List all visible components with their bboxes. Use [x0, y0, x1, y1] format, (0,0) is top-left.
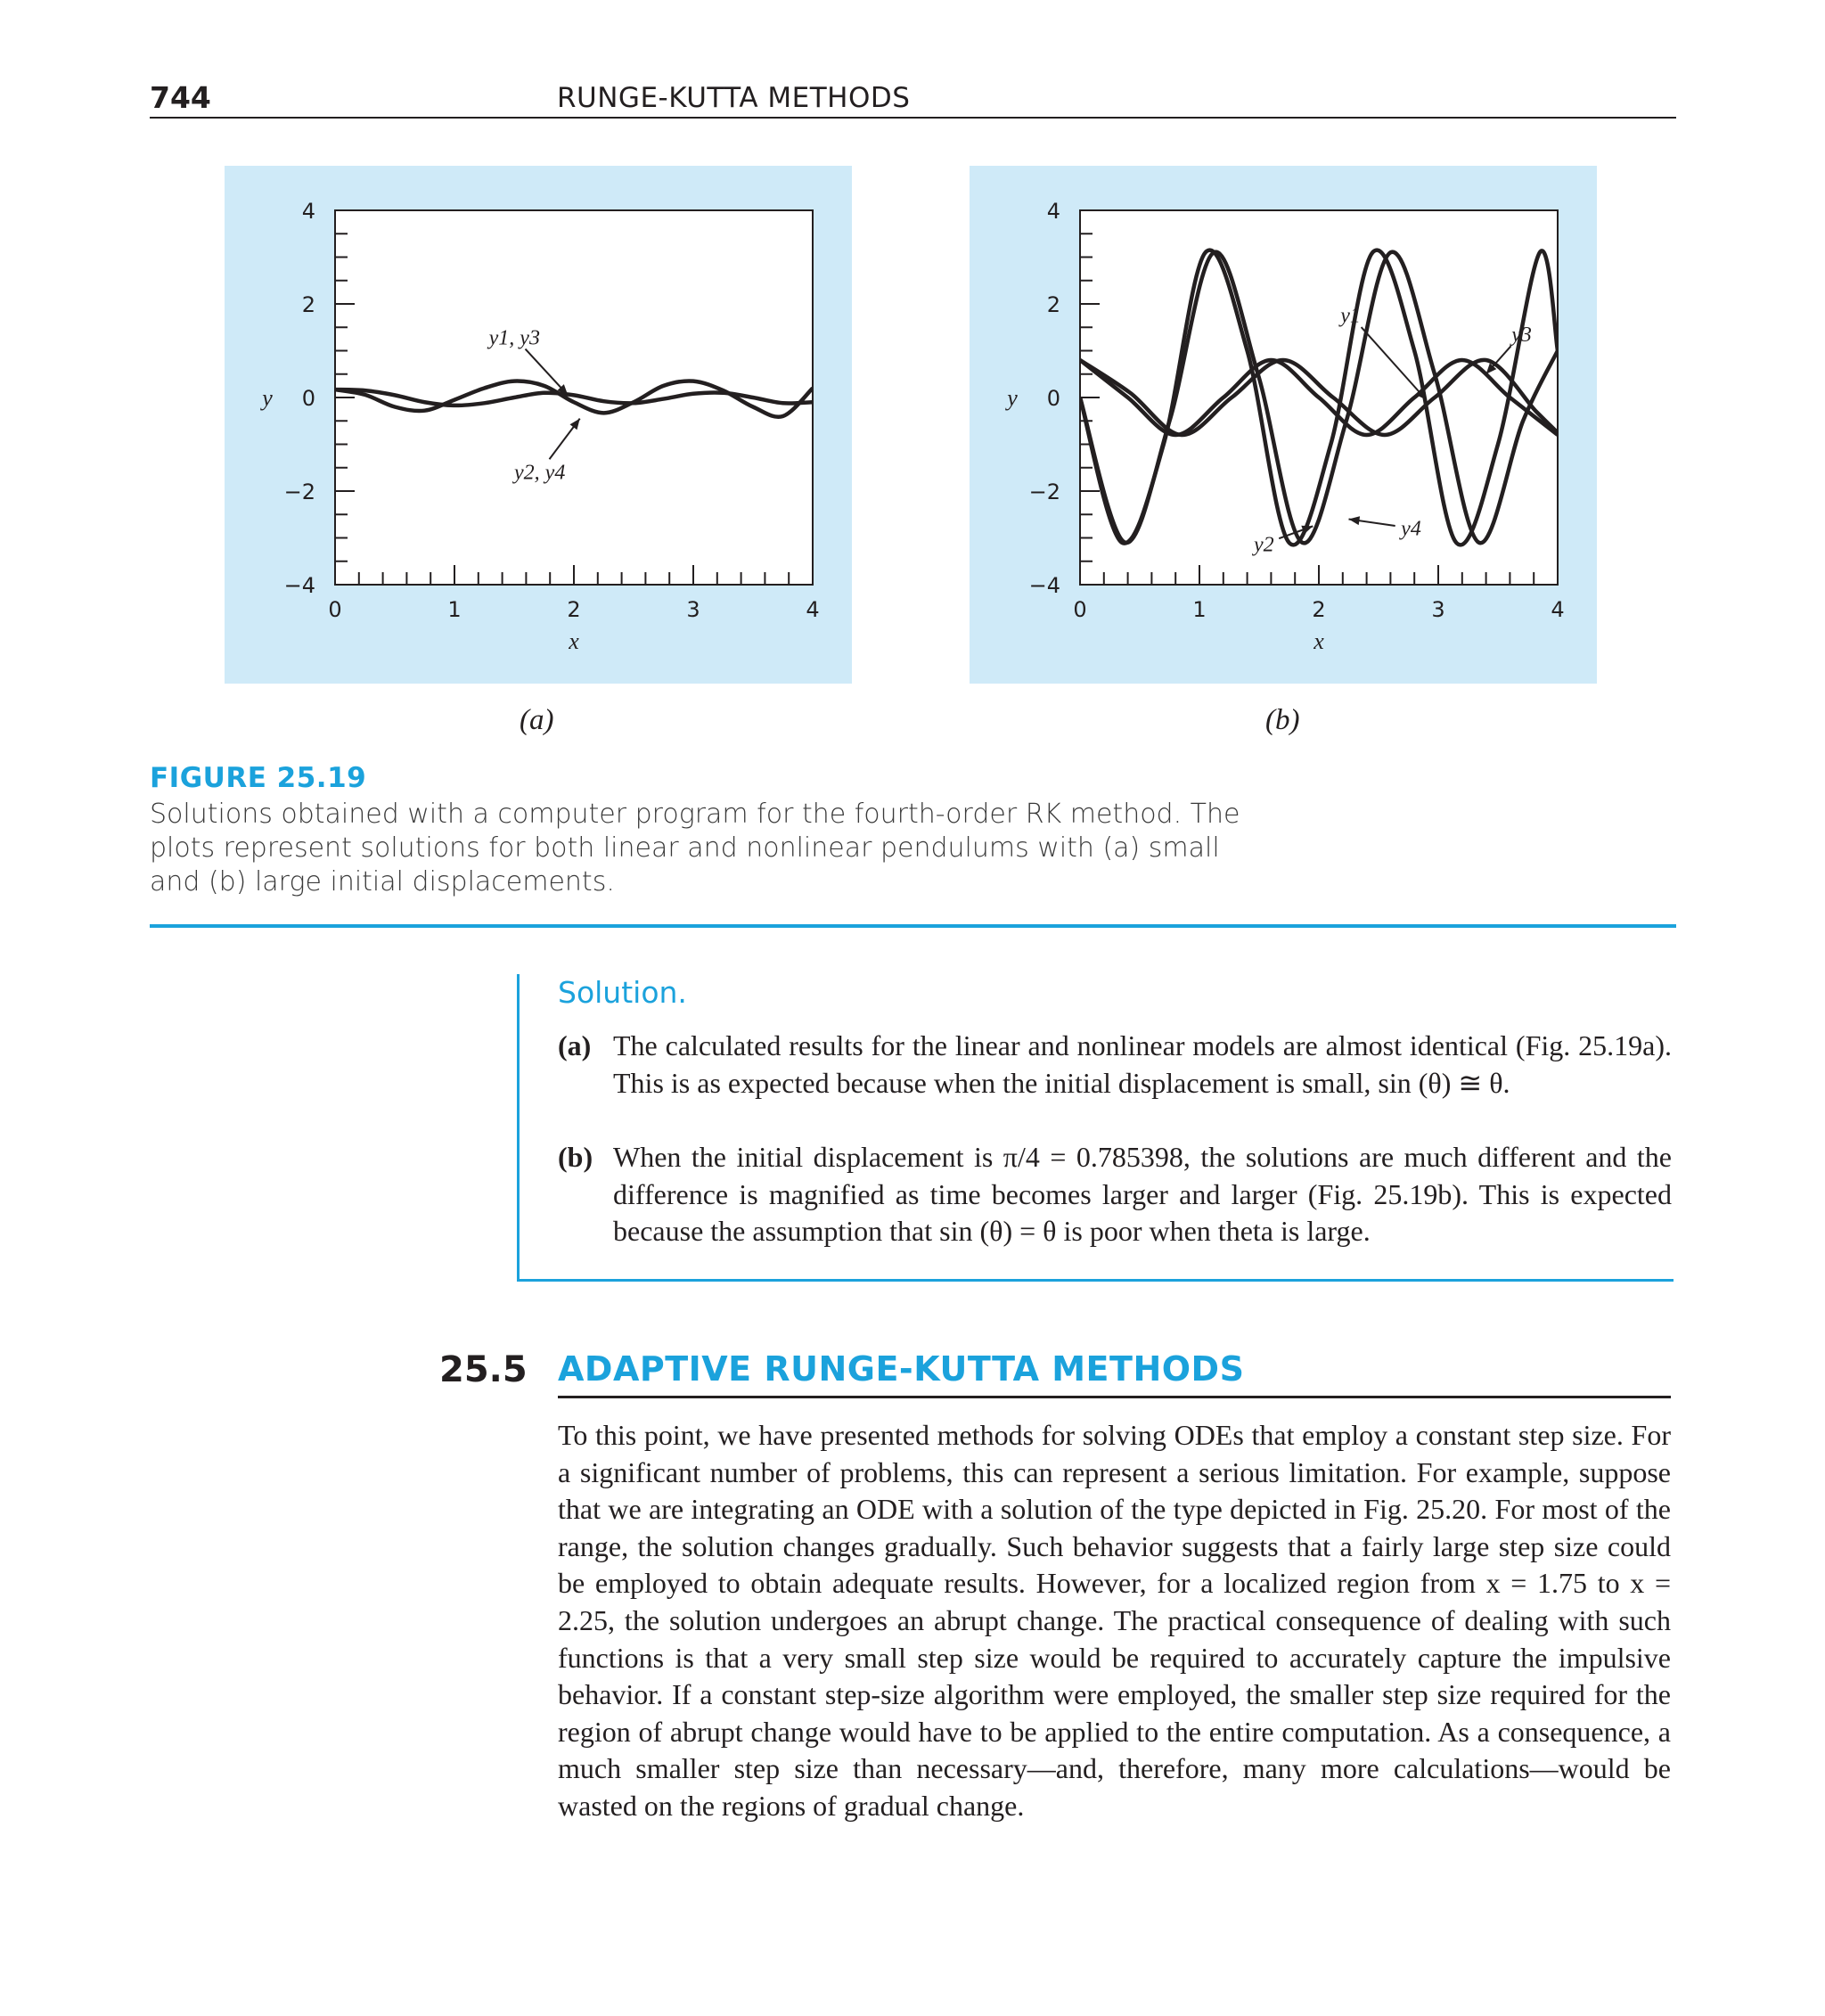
- x-tick-label: 3: [686, 597, 700, 622]
- y-tick-label: −4: [283, 573, 315, 598]
- solution-item-a-text: The calculated results for the linear and nonlinear models are almost identical (Fig. 25.19a). This is as expected because when the initial displacement is small, sin (θ) ≅ θ.: [613, 1029, 1672, 1099]
- figure-caption: Solutions obtained with a computer program for the fourth-order RK method. The plots represent solutions for both linear and nonlinear pendulums with (a) small and (b) large initial displacements.: [150, 799, 1240, 897]
- y-tick-label: −2: [1028, 479, 1060, 504]
- annotation-label: y2, y4: [514, 461, 566, 485]
- annotation-label: y4: [1401, 517, 1421, 541]
- annotation-label: y2: [1253, 533, 1274, 557]
- x-tick-label: 2: [567, 597, 581, 622]
- panel-a-label: (a): [520, 704, 554, 736]
- y-tick-label: −4: [1028, 573, 1060, 598]
- page-number: 744: [150, 80, 211, 115]
- x-tick-label: 4: [806, 597, 820, 622]
- x-tick-label: 4: [1551, 597, 1565, 622]
- header-rule: [150, 117, 1676, 119]
- example-left-rule: [517, 974, 520, 1282]
- section-rule: [558, 1396, 1671, 1398]
- x-axis-label: x: [569, 628, 579, 654]
- y-axis-label: y: [262, 385, 273, 411]
- annotation-label: y1, y3: [488, 326, 540, 350]
- x-tick-label: 0: [1073, 597, 1087, 622]
- solution-item-b: [558, 1139, 1672, 1250]
- y-tick-label: 4: [301, 199, 315, 224]
- y-tick-label: 0: [301, 386, 315, 411]
- annotation-label: y1: [1340, 304, 1361, 328]
- solution-item-b-text: When the initial displacement is π/4 = 0.785398, the solutions are much different and the difference is magnified as time becomes larger and larger (Fig. 25.19b). This is expected because the assumption that sin (θ) = θ is poor when theta is large.: [613, 1141, 1672, 1247]
- x-tick-label: 1: [447, 597, 462, 622]
- figure-panel-b: [970, 166, 1597, 684]
- y-axis-label: y: [1007, 385, 1018, 411]
- running-head: RUNGE-KUTTA METHODS: [557, 82, 911, 114]
- section-body: To this point, we have presented methods for solving ODEs that employ a constant step size. For a significant number of problems, this can represent a serious limitation. For example, suppose that we are integrating an ODE with a solution of the type depicted in Fig. 25.20. For most of the range, the solution changes gradually. Such behavior suggests that a fairly large step size could be employed to obtain adequate results. However, for a localized region from x = 1.75 to x = 2.25, the solution undergoes an abrupt change. The practical consequence of dealing with such functions is that a very small step size would be required to accurately capture the impulsive behavior. If a constant step-size algorithm were employed, the smaller step size required for the region of abrupt change would have to be applied to the entire computation. As a consequence, a much smaller step size than necessary—and, therefore, many more calculations—would be wasted on the regions of gradual change.: [558, 1419, 1671, 1822]
- section-number: 25.5: [439, 1349, 528, 1390]
- solution-heading: Solution.: [558, 975, 687, 1010]
- y-tick-label: 2: [1046, 292, 1060, 317]
- solution-item-a-tag: (a): [558, 1029, 592, 1061]
- section-title: ADAPTIVE RUNGE-KUTTA METHODS: [558, 1349, 1245, 1389]
- figure-panel-a: [225, 166, 852, 684]
- x-tick-label: 1: [1192, 597, 1207, 622]
- annotation-label: y3: [1511, 323, 1532, 347]
- chart-b: [970, 166, 1597, 684]
- solution-item-a: [558, 1028, 1672, 1102]
- x-tick-label: 2: [1312, 597, 1326, 622]
- x-tick-label: 3: [1431, 597, 1445, 622]
- caption-rule: [150, 924, 1676, 928]
- panel-b-label: (b): [1265, 704, 1300, 736]
- y-tick-label: −2: [283, 479, 315, 504]
- y-tick-label: 0: [1046, 386, 1060, 411]
- y-tick-label: 4: [1046, 199, 1060, 224]
- figure-title: FIGURE 25.19: [150, 762, 367, 794]
- example-bottom-rule: [517, 1279, 1674, 1282]
- x-tick-label: 0: [328, 597, 342, 622]
- solution-item-b-tag: (b): [558, 1141, 593, 1173]
- chart-a: [225, 166, 852, 684]
- y-tick-label: 2: [301, 292, 315, 317]
- x-axis-label: x: [1314, 628, 1324, 654]
